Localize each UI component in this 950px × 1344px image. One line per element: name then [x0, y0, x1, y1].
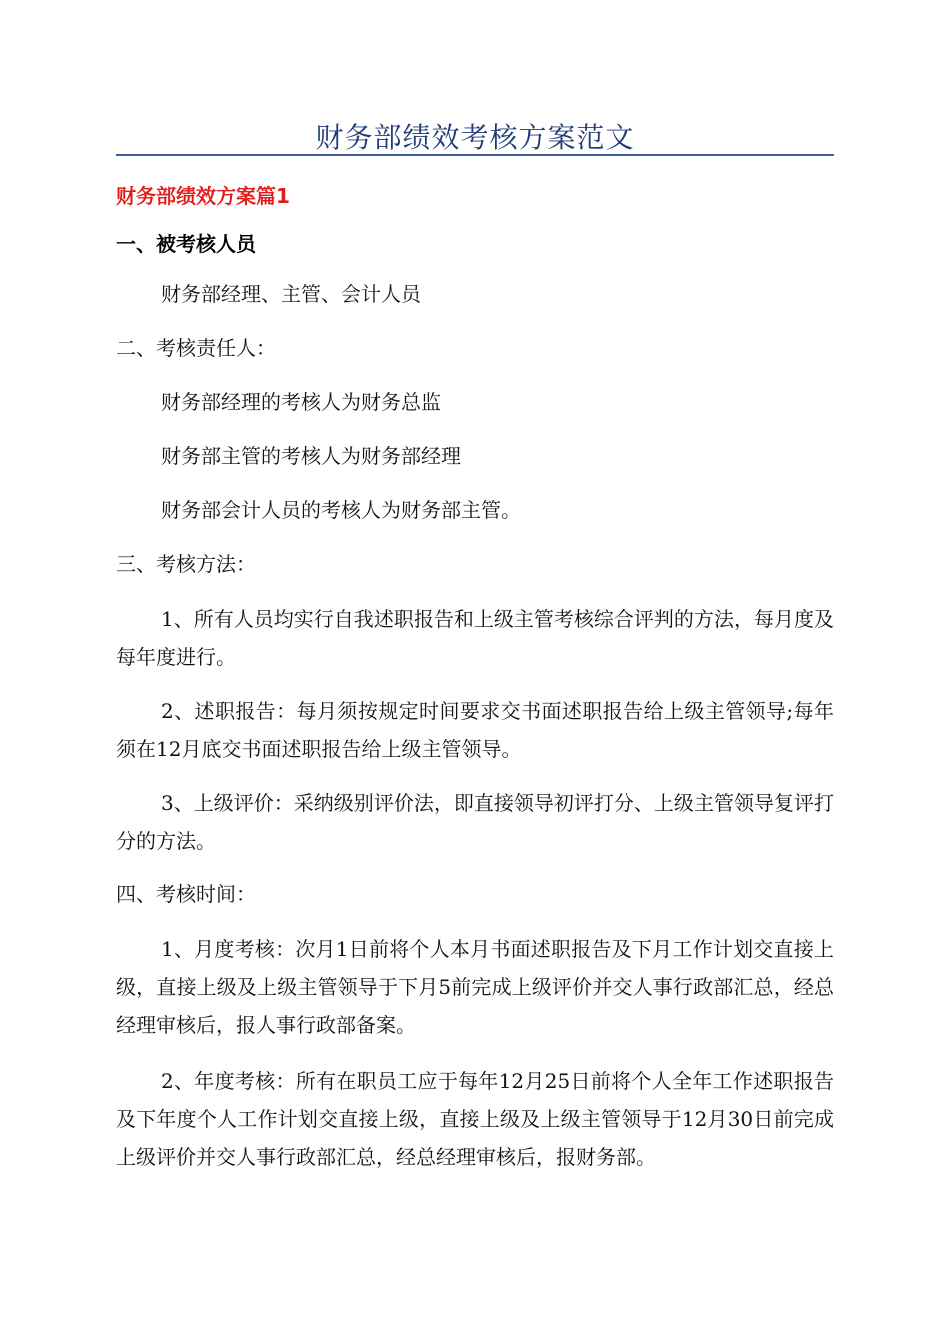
heading-responsible: 二、考核责任人：: [116, 336, 276, 360]
section-title: 财务部绩效方案篇1: [116, 184, 290, 208]
responsible-item-3: 财务部会计人员的考核人为财务部主管。: [161, 498, 521, 522]
examinees-text: 财务部经理、主管、会计人员: [161, 282, 421, 306]
responsible-item-2: 财务部主管的考核人为财务部经理: [161, 444, 461, 468]
responsible-item-1: 财务部经理的考核人为财务总监: [161, 390, 441, 414]
heading-examinees: 一、被考核人员: [116, 232, 256, 256]
time-paragraph-1: 1、月度考核：次月1日前将个人本月书面述职报告及下月工作计划交直接上级，直接上级及上级主管领导于下月5前完成上级评价并交人事行政部汇总，经总经理审核后，报人事行政部备案。: [116, 937, 834, 1037]
method-paragraph-3: 3、上级评价：采纳级别评价法，即直接领导初评打分、上级主管领导复评打分的方法。: [116, 791, 834, 853]
heading-time: 四、考核时间：: [116, 882, 256, 906]
time-paragraph-2: 2、年度考核：所有在职员工应于每年12月25日前将个人全年工作述职报告及下年度个人工作计划交直接上级，直接上级及上级主管领导于12月30日前完成上级评价并交人事行政部汇总，经总经理审核后，报财务部。: [116, 1069, 834, 1169]
method-paragraph-2: 2、述职报告：每月须按规定时间要求交书面述职报告给上级主管领导;每年须在12月底交书面述职报告给上级主管领导。: [116, 699, 834, 761]
method-paragraph-1: 1、所有人员均实行自我述职报告和上级主管考核综合评判的方法，每月度及每年度进行。: [116, 607, 834, 669]
heading-method: 三、考核方法：: [116, 552, 256, 576]
title-underline: [116, 154, 834, 156]
document-title: 财务部绩效考核方案范文: [315, 121, 635, 154]
